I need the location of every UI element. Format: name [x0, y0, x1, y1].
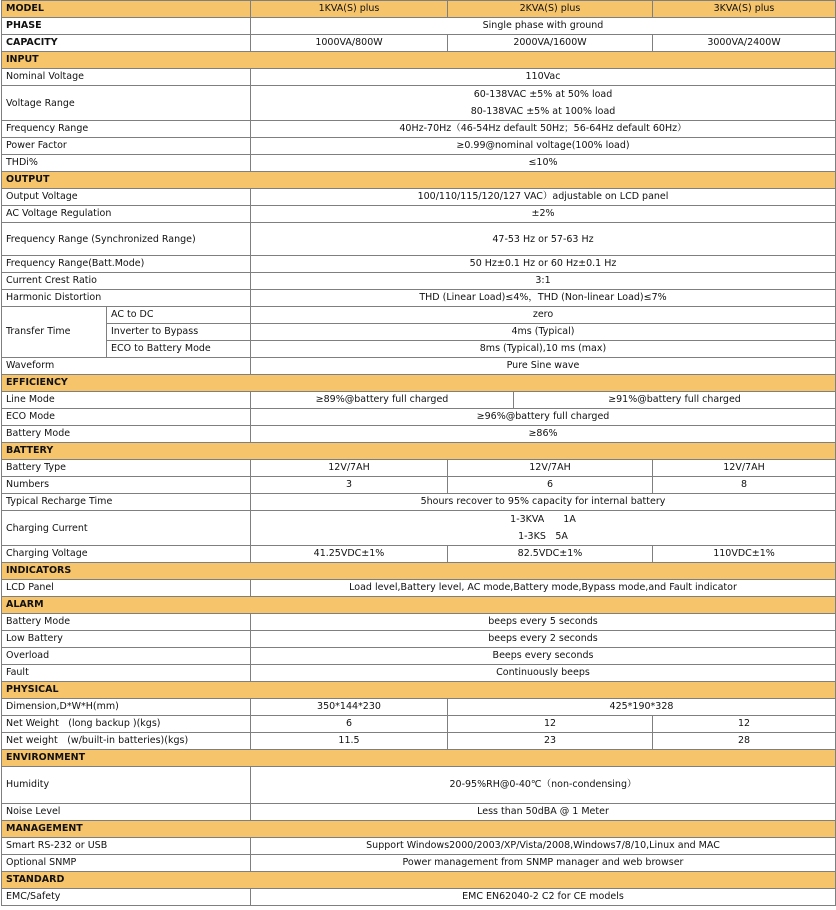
section-title: BATTERY	[2, 443, 836, 460]
row-label: LCD Panel	[2, 580, 251, 597]
row-value: 47-53 Hz or 57-63 Hz	[251, 223, 836, 256]
table-row	[2, 546, 836, 563]
section-battery	[2, 443, 836, 460]
charging-current-line-1: 1-3KVA 1A	[510, 514, 576, 525]
section-title: PHYSICAL	[2, 682, 836, 699]
section-indicators	[2, 563, 836, 580]
row-value: 12	[448, 716, 653, 733]
row-value: 6	[448, 477, 653, 494]
voltage-range-line-2: 80-138VAC ±5% at 100% load	[470, 106, 616, 117]
row-value: 110Vac	[251, 69, 836, 86]
row-value: 12V/7AH	[448, 460, 653, 477]
row-value: THD (Linear Load)≤4%，THD (Non-linear Load)≤7%	[251, 290, 836, 307]
table-row	[2, 426, 836, 443]
transfer-time-label: Transfer Time	[2, 307, 107, 358]
section-input	[2, 52, 836, 69]
row-value: ≥0.99@nominal voltage(100% load)	[251, 138, 836, 155]
table-row	[2, 290, 836, 307]
row-value: 12	[653, 716, 836, 733]
table-row	[2, 511, 836, 546]
section-physical	[2, 682, 836, 699]
row-value: beeps every 2 seconds	[251, 631, 836, 648]
row-value: beeps every 5 seconds	[251, 614, 836, 631]
row-value: 8ms (Typical),10 ms (max)	[251, 341, 836, 358]
table-row	[2, 838, 836, 855]
row-value: Support Windows2000/2003/XP/Vista/2008,Windows7/8/10,Linux and MAC	[251, 838, 836, 855]
row-value: 3:1	[251, 273, 836, 290]
row-label: Frequency Range(Batt.Mode)	[2, 256, 251, 273]
section-environment	[2, 750, 836, 767]
table-row	[2, 855, 836, 872]
row-value: Less than 50dBA @ 1 Meter	[251, 804, 836, 821]
phase-label: PHASE	[2, 18, 251, 35]
table-row	[2, 341, 836, 358]
table-row	[2, 580, 836, 597]
table-row	[2, 223, 836, 256]
row-label: Noise Level	[2, 804, 251, 821]
section-title: ENVIRONMENT	[2, 750, 836, 767]
table-row	[2, 138, 836, 155]
section-title: MANAGEMENT	[2, 821, 836, 838]
row-value: 12V/7AH	[653, 460, 836, 477]
row-value: ≥91%@battery full charged	[514, 392, 836, 409]
model-2kva: 2KVA(S) plus	[448, 1, 653, 18]
row-label: Dimension,D*W*H(mm)	[2, 699, 251, 716]
section-title: STANDARD	[2, 872, 836, 889]
table-row	[2, 409, 836, 426]
section-management	[2, 821, 836, 838]
section-alarm	[2, 597, 836, 614]
table-row	[2, 206, 836, 223]
row-label: Battery Mode	[2, 614, 251, 631]
row-label: Output Voltage	[2, 189, 251, 206]
row-sublabel: AC to DC	[107, 307, 251, 324]
table-row	[2, 804, 836, 821]
row-label: EMC/Safety	[2, 889, 251, 906]
row-value: 350*144*230	[251, 699, 448, 716]
row-label: Voltage Range	[2, 86, 251, 121]
table-row	[2, 477, 836, 494]
table-row	[2, 889, 836, 906]
row-value: 40Hz-70Hz（46-54Hz default 50Hz；56-64Hz default 60Hz）	[251, 121, 836, 138]
row-value: 4ms (Typical)	[251, 324, 836, 341]
table-row	[2, 733, 836, 750]
row-value: 110VDC±1%	[653, 546, 836, 563]
row-label: Humidity	[2, 767, 251, 804]
table-row	[2, 155, 836, 172]
row-value: Load level,Battery level, AC mode,Battery mode,Bypass mode,and Fault indicator	[251, 580, 836, 597]
row-label: Net Weight (long backup )(kgs)	[2, 716, 251, 733]
row-label: Low Battery	[2, 631, 251, 648]
capacity-1kva: 1000VA/800W	[251, 35, 448, 52]
row-label: Waveform	[2, 358, 251, 375]
row-value: 11.5	[251, 733, 448, 750]
row-value: 28	[653, 733, 836, 750]
row-value: Pure Sine wave	[251, 358, 836, 375]
capacity-label: CAPACITY	[2, 35, 251, 52]
row-value: zero	[251, 307, 836, 324]
row-value: 100/110/115/120/127 VAC）adjustable on LCD panel	[251, 189, 836, 206]
section-title: ALARM	[2, 597, 836, 614]
table-row	[2, 273, 836, 290]
row-value: 12V/7AH	[251, 460, 448, 477]
table-row	[2, 256, 836, 273]
model-1kva: 1KVA(S) plus	[251, 1, 448, 18]
row-value: 425*190*328	[448, 699, 836, 716]
table-row	[2, 767, 836, 804]
row-value: 23	[448, 733, 653, 750]
row-value: ≥96%@battery full charged	[251, 409, 836, 426]
row-label: Battery Mode	[2, 426, 251, 443]
table-row	[2, 699, 836, 716]
row-label: Current Crest Ratio	[2, 273, 251, 290]
row-label: Overload	[2, 648, 251, 665]
row-value: 82.5VDC±1%	[448, 546, 653, 563]
row-value: ≤10%	[251, 155, 836, 172]
row-label: THDi%	[2, 155, 251, 172]
section-output	[2, 172, 836, 189]
section-title: EFFICIENCY	[2, 375, 836, 392]
section-efficiency	[2, 375, 836, 392]
row-label: Battery Type	[2, 460, 251, 477]
row-value: 8	[653, 477, 836, 494]
row-value: 20-95%RH@0-40℃（non-condensing）	[251, 767, 836, 804]
table-row	[2, 648, 836, 665]
capacity-3kva: 3000VA/2400W	[653, 35, 836, 52]
model-label: MODEL	[2, 1, 251, 18]
table-row	[2, 631, 836, 648]
table-row	[2, 324, 836, 341]
phase-row	[2, 18, 836, 35]
table-row	[2, 614, 836, 631]
row-value: ±2%	[251, 206, 836, 223]
spec-table	[1, 0, 836, 906]
row-value: 5hours recover to 95% capacity for internal battery	[251, 494, 836, 511]
row-value: Continuously beeps	[251, 665, 836, 682]
row-label: Fault	[2, 665, 251, 682]
row-label: Frequency Range	[2, 121, 251, 138]
table-row	[2, 121, 836, 138]
charging-current-line-2: 1-3KS 5A	[518, 531, 568, 542]
row-value: 41.25VDC±1%	[251, 546, 448, 563]
row-label: Harmonic Distortion	[2, 290, 251, 307]
row-label: AC Voltage Regulation	[2, 206, 251, 223]
row-label: Line Mode	[2, 392, 251, 409]
row-value: 50 Hz±0.1 Hz or 60 Hz±0.1 Hz	[251, 256, 836, 273]
table-row	[2, 69, 836, 86]
row-label: Charging Current	[2, 511, 251, 546]
table-row	[2, 392, 836, 409]
section-standard	[2, 872, 836, 889]
model-3kva: 3KVA(S) plus	[653, 1, 836, 18]
row-sublabel: Inverter to Bypass	[107, 324, 251, 341]
section-title: OUTPUT	[2, 172, 836, 189]
row-label: Frequency Range (Synchronized Range)	[2, 223, 251, 256]
row-label: ECO Mode	[2, 409, 251, 426]
table-row	[2, 716, 836, 733]
row-label: Typical Recharge Time	[2, 494, 251, 511]
model-row	[2, 1, 836, 18]
table-row	[2, 307, 836, 324]
section-title: INPUT	[2, 52, 836, 69]
table-row	[2, 665, 836, 682]
capacity-row	[2, 35, 836, 52]
row-value: Power management from SNMP manager and web browser	[251, 855, 836, 872]
row-value: 3	[251, 477, 448, 494]
row-label: Optional SNMP	[2, 855, 251, 872]
row-value: ≥89%@battery full charged	[251, 392, 514, 409]
voltage-range-line-1: 60-138VAC ±5% at 50% load	[473, 89, 613, 100]
table-row	[2, 86, 836, 121]
table-row	[2, 358, 836, 375]
row-label: Charging Voltage	[2, 546, 251, 563]
row-label: Nominal Voltage	[2, 69, 251, 86]
row-label: Power Factor	[2, 138, 251, 155]
row-label: Net weight (w/built-in batteries)(kgs)	[2, 733, 251, 750]
row-sublabel: ECO to Battery Mode	[107, 341, 251, 358]
phase-value: Single phase with ground	[251, 18, 836, 35]
row-value	[251, 86, 836, 121]
table-row	[2, 189, 836, 206]
row-label: Smart RS-232 or USB	[2, 838, 251, 855]
row-value: 6	[251, 716, 448, 733]
section-title: INDICATORS	[2, 563, 836, 580]
row-value: ≥86%	[251, 426, 836, 443]
row-value	[251, 511, 836, 546]
table-row	[2, 494, 836, 511]
capacity-2kva: 2000VA/1600W	[448, 35, 653, 52]
row-label: Numbers	[2, 477, 251, 494]
row-value: Beeps every seconds	[251, 648, 836, 665]
row-value: EMC EN62040-2 C2 for CE models	[251, 889, 836, 906]
table-row	[2, 460, 836, 477]
